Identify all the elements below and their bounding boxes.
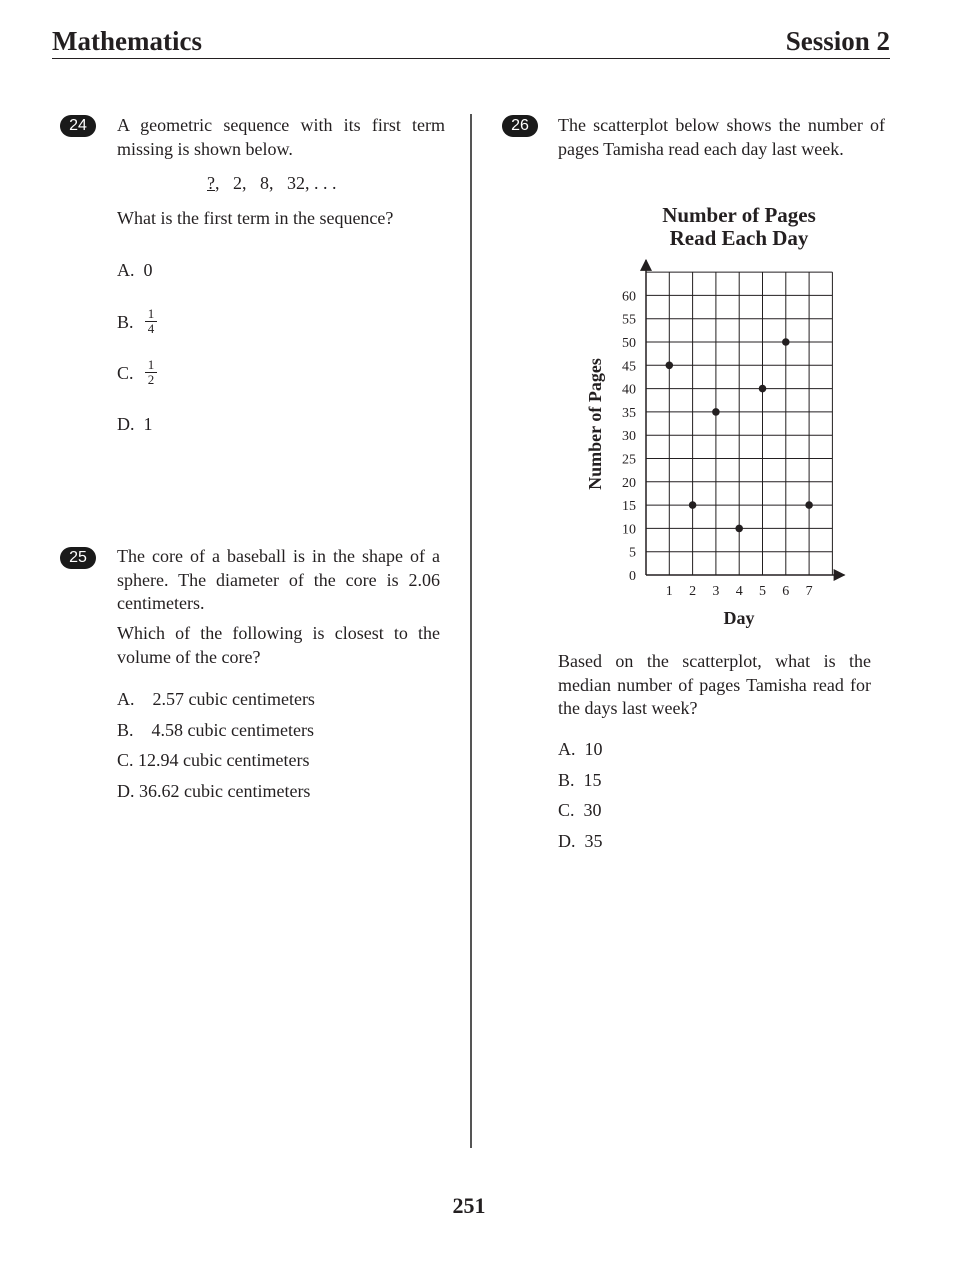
q26-option-a[interactable] (558, 739, 603, 760)
option-text: 12.94 cubic centimeters (138, 750, 310, 770)
q24-option-c-fraction (145, 358, 157, 387)
q24-question: What is the first term in the sequence? (117, 208, 394, 228)
subject-title: Mathematics (52, 26, 202, 56)
data-point (782, 338, 790, 346)
option-label: D. (558, 831, 576, 851)
option-text: 35 (584, 831, 603, 851)
q26-option-b[interactable] (558, 770, 602, 791)
chart-points (666, 338, 813, 532)
data-point (759, 385, 767, 393)
x-tick-label: 5 (759, 584, 766, 599)
question-number-25: 25 (60, 547, 96, 569)
y-tick-label: 15 (622, 499, 636, 515)
q24-option-b[interactable] (117, 312, 134, 333)
q25-stem: The core of a baseball is in the shape of a sphere. The diameter of the core is 2.06 centimeters. (117, 546, 440, 613)
q24-option-b-fraction (145, 307, 157, 336)
q24-sequence (207, 173, 337, 194)
y-tick-label: 10 (622, 522, 636, 538)
x-tick-label: 1 (665, 584, 673, 599)
option-text: 4.58 cubic centimeters (142, 720, 314, 740)
page-number: 251 (452, 1193, 486, 1218)
x-tick-label: 4 (735, 584, 743, 599)
option-label: B. (117, 720, 134, 740)
x-tick-label: 6 (782, 584, 790, 599)
y-axis-label: Number of Pages (585, 358, 605, 490)
x-tick-label: 3 (712, 584, 720, 599)
option-label: D. (117, 781, 135, 801)
fraction-denominator: 4 (147, 321, 155, 336)
data-point (735, 525, 743, 533)
option-text: 15 (583, 770, 602, 790)
data-point (666, 362, 674, 370)
q24-sequence-terms: , 2, 8, 32, . . . (215, 173, 337, 193)
q25-option-d[interactable] (117, 781, 310, 802)
data-point (712, 408, 720, 416)
q24-stem: A geometric sequence with its first term missing is shown below. (117, 115, 445, 159)
option-text: 10 (584, 739, 603, 759)
y-tick-label: 0 (629, 569, 636, 584)
y-tick-label: 35 (622, 405, 636, 421)
option-label: A. (558, 739, 576, 759)
session-title: Session 2 (785, 26, 890, 56)
y-tick-label: 40 (622, 382, 636, 398)
option-text: 30 (583, 800, 602, 820)
chart-title-line-2: Read Each Day (669, 226, 809, 250)
chart-tick-labels (622, 289, 813, 599)
option-label: B. (117, 312, 134, 332)
y-tick-label: 30 (622, 429, 636, 445)
option-label: A. (117, 689, 135, 709)
q24-option-c[interactable] (117, 363, 134, 384)
y-tick-label: 20 (622, 475, 636, 491)
x-tick-label: 7 (805, 584, 813, 599)
q26-question: Based on the scatterplot, what is the median number of pages Tamisha read for the days last week? (558, 651, 871, 718)
y-tick-label: 45 (622, 359, 636, 375)
fraction-numerator: 1 (145, 358, 157, 373)
y-tick-label: 5 (629, 545, 636, 561)
column-divider (470, 114, 472, 1148)
chart-title-line-1: Number of Pages (662, 203, 816, 227)
q26-stem: The scatterplot below shows the number of pages Tamisha read each day last week. (558, 115, 885, 159)
chart-grid (646, 272, 832, 575)
question-number-26: 26 (502, 115, 538, 137)
y-tick-label: 50 (622, 336, 636, 351)
y-tick-label: 60 (622, 289, 636, 305)
q25-question: Which of the following is closest to the volume of the core? (117, 623, 440, 667)
option-text: 2.57 cubic centimeters (143, 689, 315, 709)
data-point (689, 501, 697, 509)
data-point (805, 501, 813, 509)
q25-option-c[interactable] (117, 750, 309, 771)
x-axis-label: Day (723, 608, 755, 628)
option-text: 1 (143, 414, 153, 434)
q26-option-d[interactable] (558, 831, 603, 852)
option-label: C. (117, 363, 134, 383)
q25-option-a[interactable] (117, 689, 315, 710)
fraction-numerator: 1 (145, 307, 157, 322)
option-text: 36.62 cubic centimeters (139, 781, 311, 801)
option-label: A. (117, 260, 135, 280)
q24-option-a[interactable] (117, 260, 153, 281)
option-label: C. (117, 750, 134, 770)
chart-axes (646, 260, 844, 575)
q25-option-b[interactable] (117, 720, 314, 741)
x-tick-label: 2 (689, 584, 697, 599)
fraction-denominator: 2 (147, 372, 155, 387)
option-label: C. (558, 800, 575, 820)
option-label: B. (558, 770, 575, 790)
question-number-24: 24 (60, 115, 96, 137)
option-label: D. (117, 414, 135, 434)
y-tick-label: 55 (622, 312, 636, 328)
option-text: 0 (143, 260, 153, 280)
y-tick-label: 25 (622, 452, 636, 468)
q24-sequence-blank: ? (207, 173, 215, 193)
q26-option-c[interactable] (558, 800, 602, 821)
page-header (52, 26, 890, 59)
q24-option-d[interactable] (117, 414, 153, 435)
